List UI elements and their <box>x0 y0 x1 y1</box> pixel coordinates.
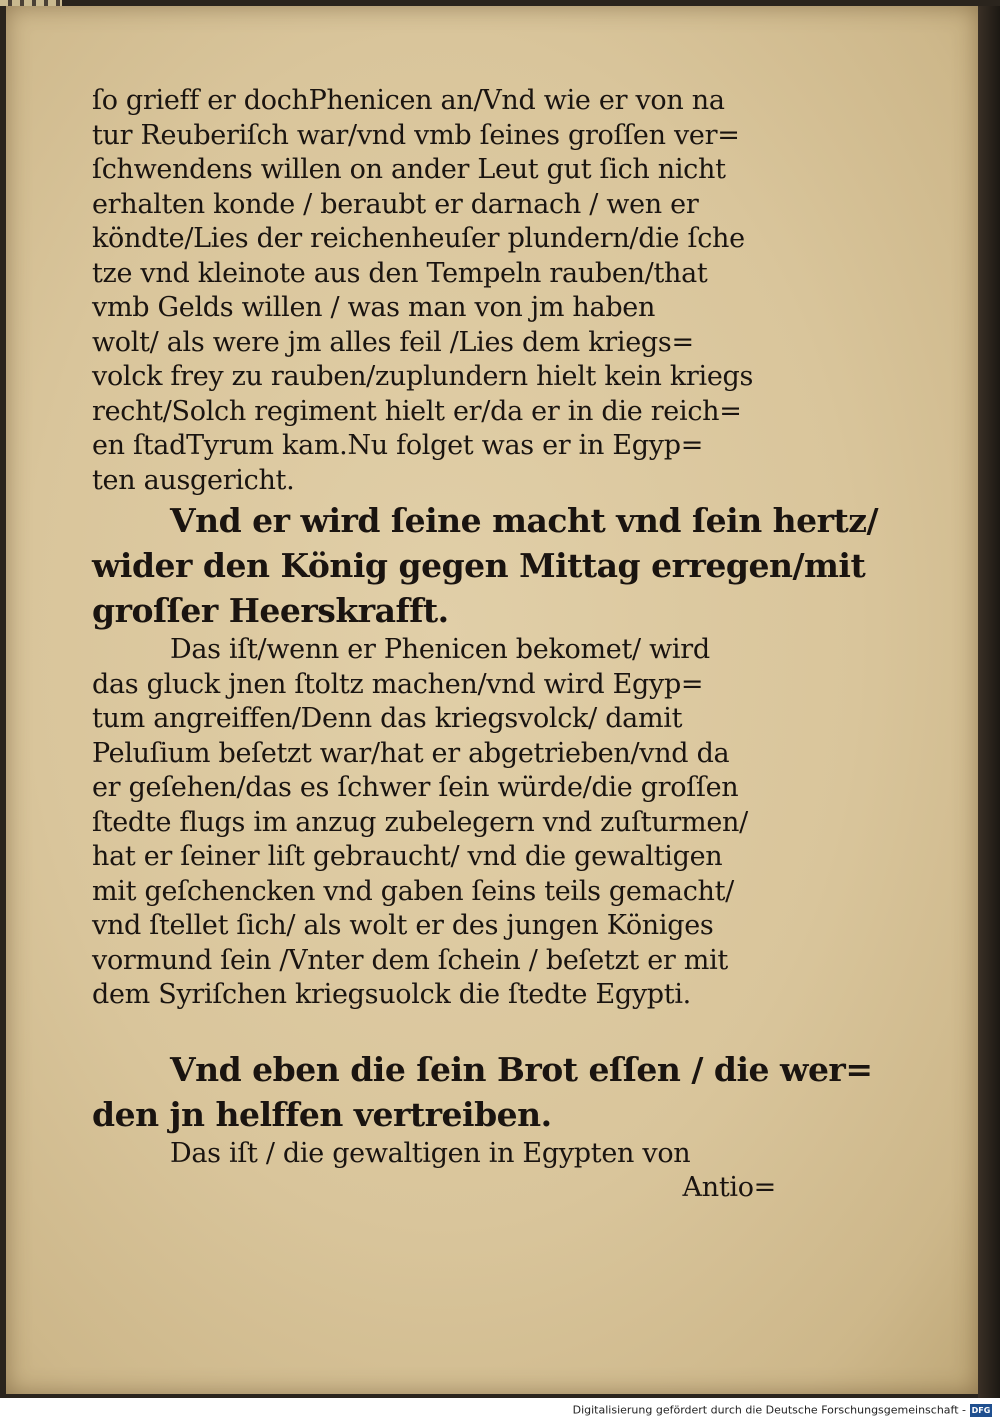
footer-credit: Digitalisierung gefördert durch die Deutsche Forschungsgemeinschaft - <box>572 1403 966 1417</box>
text-line: wolt/ als were jm alles feil /Lies dem kriegs= <box>92 326 694 358</box>
page-edge-shadow <box>978 6 1000 1398</box>
text-line: tur Reuberiſch war/vnd vmb ſeines groſſen ver= <box>92 119 740 151</box>
scripture-heading-line: wider den König gegen Mittag erregen/mit <box>92 546 866 585</box>
scripture-heading-line: groſſer Heerskrafft. <box>92 591 449 630</box>
footer-bar <box>0 1398 1000 1421</box>
scripture-heading-line: Vnd er wird ſeine macht vnd ſein hertz/ <box>170 501 879 540</box>
text-line: vormund ſein /Vnter dem ſchein / beſetzt er mit <box>92 944 728 976</box>
dfg-logo-icon: DFG <box>971 1405 991 1415</box>
text-line: en ſtadTyrum kam.Nu folget was er in Egyp= <box>92 430 704 461</box>
paragraph-gap <box>92 1013 792 1047</box>
text-line: das gluck jnen ſtoltz machen/vnd wird Egyp= <box>92 668 704 700</box>
text-line: köndte/Lies der reichenheuſer plundern/die ſche <box>92 223 745 254</box>
text-line: vnd ſtellet ſich/ als wolt er des jungen Königes <box>92 910 714 941</box>
scripture-heading-line: Vnd eben die ſein Brot eſſen / die wer= <box>170 1049 873 1089</box>
text-line: er geſehen/das es ſchwer ſein würde/die groſſen <box>92 772 739 803</box>
text-line: ſchwendens willen on ander Leut gut ſich nicht <box>92 154 726 185</box>
text-line: ſtedte flugs im anzug zubelegern vnd zuſturmen/ <box>92 806 748 838</box>
page-text <box>92 72 879 1206</box>
text-line: recht/Solch regiment hielt er/da er in die reich= <box>92 395 742 427</box>
scripture-heading-line: den jn helffen vertreiben. <box>92 1094 552 1134</box>
text-line: Peluſium beſetzt war/hat er abgetrieben/vnd da <box>92 737 730 769</box>
text-line: Das iſt/wenn er Phenicen bekomet/ wird <box>170 634 710 665</box>
catchword: Antio= <box>682 1172 776 1203</box>
text-line: vmb Gelds willen / was man von jm haben <box>92 292 656 323</box>
text-line: tze vnd kleinote aus den Tempeln rauben/that <box>92 257 708 289</box>
text-line: Das iſt / die gewaltigen in Egypten von <box>170 1137 691 1169</box>
text-line: ten ausgericht. <box>92 464 295 496</box>
text-line: tum angreiffen/Denn das kriegsvolck/ damit <box>92 703 683 734</box>
text-line: hat er ſeiner liſt gebraucht/ vnd die gewaltigen <box>92 841 723 872</box>
text-line: erhalten konde / beraubt er darnach / wen er <box>92 188 699 220</box>
text-line: volck frey zu rauben/zuplundern hielt kein kriegs <box>92 361 754 392</box>
text-line: mit geſchencken vnd gaben ſeins teils gemacht/ <box>92 875 734 907</box>
text-line: ſo grieff er dochPhenicen an/Vnd wie er von na <box>92 85 725 116</box>
text-line: dem Syriſchen kriegsuolck die ſtedte Egypti. <box>92 979 691 1010</box>
